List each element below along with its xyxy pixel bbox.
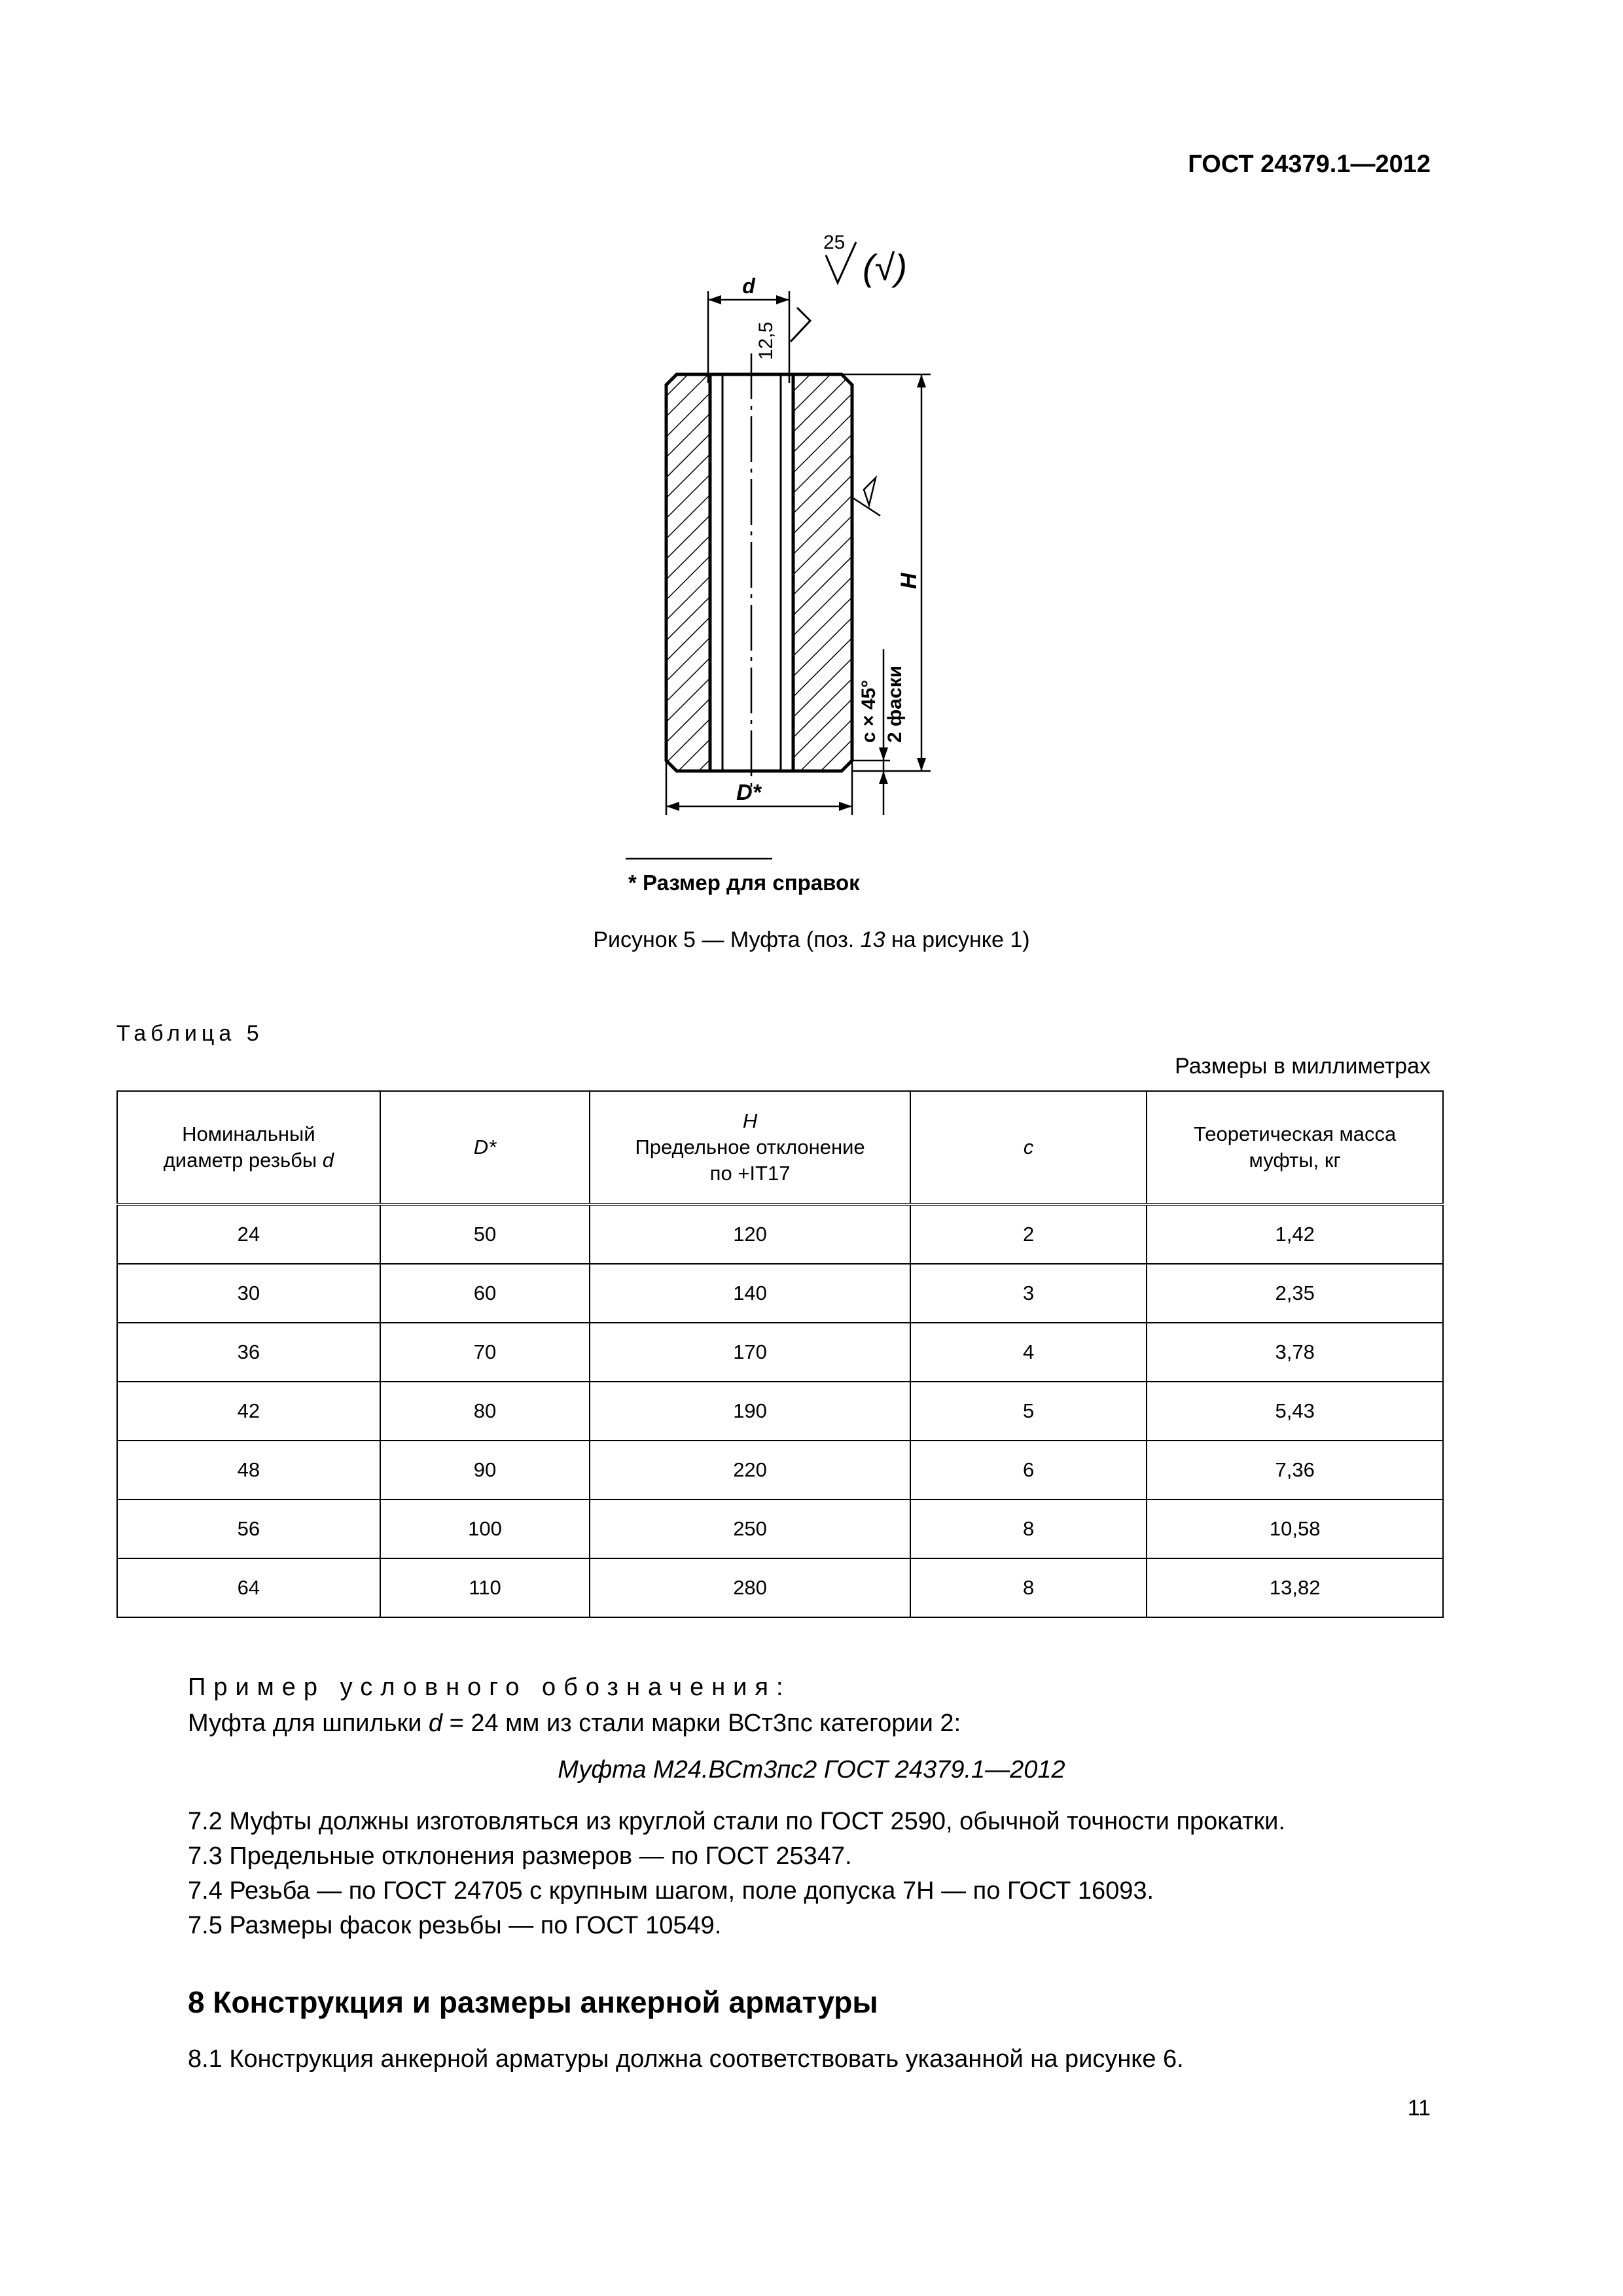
dimension-chamfer [852, 649, 906, 815]
chamfer-count: 2 фаски [884, 665, 906, 743]
clause-7-3: 7.3 Предельные отклонения размеров — по ГОСТ 25347. [188, 1842, 852, 1870]
label-H: H [897, 573, 921, 589]
table-row: 24 50 120 2 1,42 [117, 1204, 1443, 1264]
units-note: Размеры в миллиметрах [1175, 1054, 1431, 1079]
table-row: 56 100 250 8 10,58 [117, 1499, 1443, 1558]
dimensions-table [116, 1090, 1444, 1618]
header-c: c [910, 1091, 1147, 1204]
table-row: 42 80 190 5 5,43 [117, 1382, 1443, 1441]
section-heading: 8 Конструкция и размеры анкерной арматуры [188, 1985, 878, 2019]
table-row: 30 60 140 3 2,35 [117, 1264, 1443, 1323]
clause-7-5: 7.5 Размеры фасок резьбы — по ГОСТ 10549. [188, 1912, 722, 1939]
caption-ref: 13 [860, 927, 885, 952]
chamfer-size: c × 45° [858, 679, 880, 743]
example-designation: Муфта М24.ВСт3пс2 ГОСТ 24379.1—2012 [558, 1756, 1065, 1784]
clause-8-1: 8.1 Конструкция анкерной арматуры должна соответствовать указанной на рисунке 6. [188, 2045, 1184, 2073]
figure-footnote: * Размер для справок [628, 870, 860, 895]
page-number: 11 [1407, 2096, 1431, 2121]
example-label: Пример условного обозначения: [188, 1674, 791, 1701]
bore-roughness [755, 308, 810, 360]
figure-coupling-drawing [615, 223, 1008, 903]
header-H: H Предельное отклонение по +IT17 [590, 1091, 910, 1204]
clause-7-4: 7.4 Резьба — по ГОСТ 24705 с крупным шагом, поле допуска 7Н — по ГОСТ 16093. [188, 1877, 1154, 1905]
header-D: D* [380, 1091, 590, 1204]
coupling-drawing-svg [615, 223, 1008, 903]
table-header-row [117, 1091, 1443, 1204]
table-row: 36 70 170 4 3,78 [117, 1323, 1443, 1382]
header-thread-diameter: Номинальный диаметр резьбы d [117, 1091, 380, 1204]
roughness-value-main: 25 [823, 232, 846, 253]
roughness-symbol-main [823, 232, 856, 283]
bore-roughness-value: 12,5 [755, 321, 777, 360]
table-row: 64 110 280 8 13,82 [117, 1558, 1443, 1617]
clause-7-2: 7.2 Муфты должны изготовляться из круглой стали по ГОСТ 2590, обычной точности прокатки. [188, 1808, 1285, 1835]
example-intro: Муфта для шпильки d = 24 мм из стали марки ВСт3пс категории 2: [188, 1710, 961, 1737]
header-mass: Теоретическая масса муфты, кг [1147, 1091, 1443, 1204]
roughness-other-symbol: (√) [863, 247, 908, 288]
caption-text-end: на рисунке 1) [885, 927, 1030, 952]
coupling-section [666, 353, 852, 792]
figure-caption [0, 927, 1623, 953]
table-row: 48 90 220 6 7,36 [117, 1441, 1443, 1499]
label-d: d [742, 274, 755, 298]
caption-text: Рисунок 5 — Муфта (поз. [593, 927, 861, 952]
table-label: Таблица 5 [116, 1021, 264, 1046]
label-D: D* [736, 780, 761, 805]
outer-roughness-mark [852, 478, 880, 516]
dimension-d [708, 274, 789, 383]
document-code: ГОСТ 24379.1—2012 [1188, 151, 1431, 178]
